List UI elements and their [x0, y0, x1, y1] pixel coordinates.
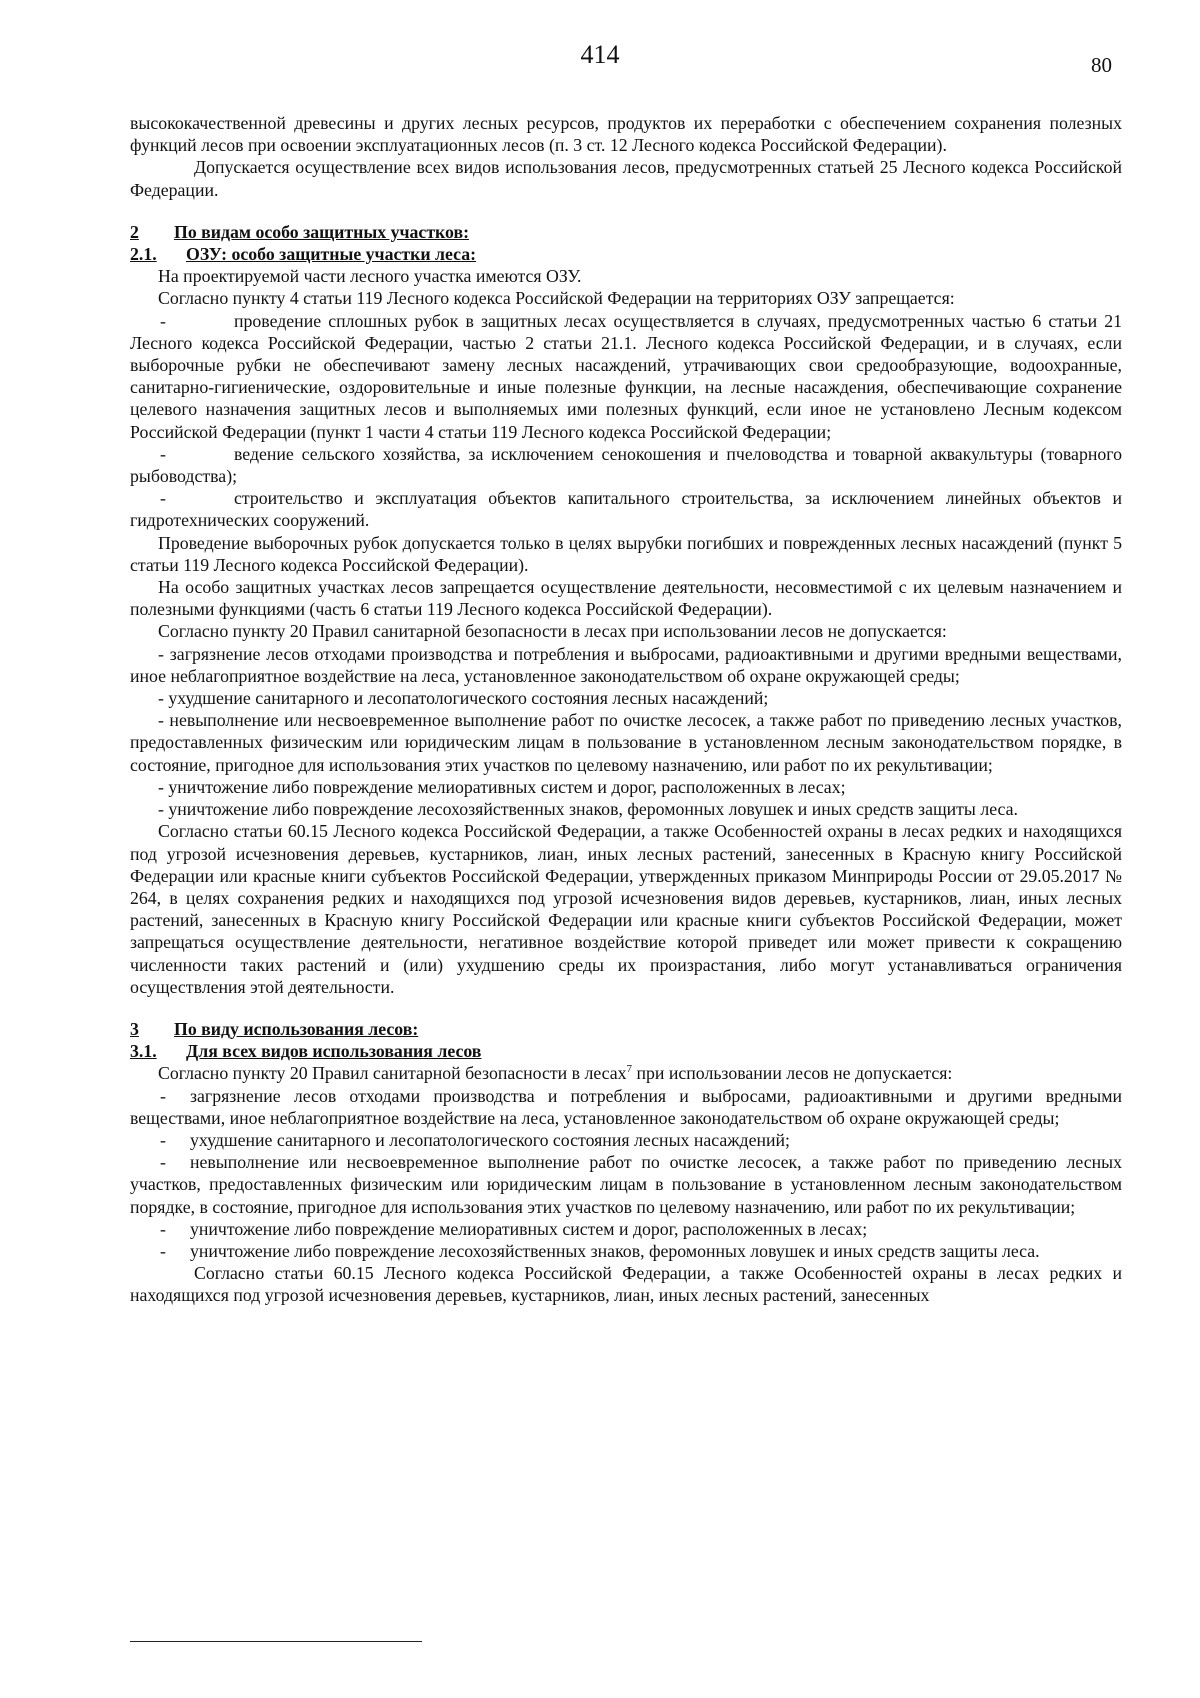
paragraph: На проектируемой части лесного участка имеются ОЗУ.	[158, 266, 582, 287]
list-item: - загрязнение лесов отходами производства и потребления и выбросами, радиоактивными и другими вредными веществами, иное неблагоприятное воздействие на леса, установленное законодательством об охране окружающей среды;	[130, 1085, 1122, 1128]
intro-paragraph-2: Допускается осуществление всех видов использования лесов, предусмотренных статьей 25 Лесного кодекса Российской Федерации.	[130, 157, 1122, 200]
paragraph: Согласно статьи 60.15 Лесного кодекса Российской Федерации, а также Особенностей охраны в лесах редких и находящихся под угрозой исчезновения деревьев, кустарников, лиан, иных лесных растений, занесенных	[130, 1263, 1122, 1306]
list-item: - проведение сплошных рубок в защитных лесах осуществляется в случаях, предусмотренных частью 6 статьи 21 Лесного кодекса Российской Федерации, частью 2 статьи 21.1. Лесного кодекса Российской Федерации, и в случаях, если выборочные рубки не обеспечивают замену лесных насаждений, утрачивающих свои средообразующие, водоохранные, санитарно-гигиенические, оздоровительные и иные полезные функции, на лесные насаждения, обеспечивающие сохранение целевого назначения защитных лесов и выполняемых ими полезных функций, если иное не установлено Лесным кодексом Российской Федерации (пункт 1 части 4 статьи 119 Лесного кодекса Российской Федерации;	[130, 310, 1122, 442]
document-body	[130, 112, 1122, 1307]
list-item: - невыполнение или несвоевременное выполнение работ по очистке лесосек, а также работ по приведению лесных участков, предоставленных физическим или юридическим лицам в пользование в установленном лесным законодательством порядке, в состояние, пригодное для использования этих участков по целевому назначению, или работ по их рекультивации;	[130, 1152, 1122, 1217]
list-item: - строительство и эксплуатация объектов капитального строительства, за исключением линейных объектов и гидротехнических сооружений.	[130, 488, 1122, 531]
paragraph: Согласно пункту 4 статьи 119 Лесного кодекса Российской Федерации на территориях ОЗУ запрещается:	[158, 288, 955, 309]
list-item: - невыполнение или несвоевременное выполнение работ по очистке лесосек, а также работ по приведению лесных участков, предоставленных физическим или юридическим лицам в пользование в установленном лесным законодательством порядке, в состояние, пригодное для использования этих участков по целевому назначению, или работ по их рекультивации;	[130, 710, 1122, 775]
list-item: - загрязнение лесов отходами производства и потребления и выбросами, радиоактивными и другими вредными веществами, иное неблагоприятное воздействие на леса, установленное законодательством об охране окружающей среды;	[130, 643, 1122, 686]
section-3-heading: 3 По виду использования лесов:	[130, 1018, 419, 1039]
section-3-1-heading: 3.1. Для всех видов использования лесов	[130, 1041, 482, 1062]
list-item: - уничтожение либо повреждение лесохозяйственных знаков, феромонных ловушек и иных средств защиты леса.	[158, 799, 1018, 820]
list-item: - уничтожение либо повреждение лесохозяйственных знаков, феромонных ловушек и иных средств защиты леса.	[160, 1240, 1040, 1261]
paragraph: Согласно статьи 60.15 Лесного кодекса Российской Федерации, а также Особенностей охраны в лесах редких и находящихся под угрозой исчезновения деревьев, кустарников, лиан, иных лесных растений, занесенных в Красную книгу Российской Федерации или красные книги субъектов Российской Федерации, утвержденных приказом Минприроды России от 29.05.2017 № 264, в целях сохранения редких и находящихся под угрозой исчезновения видов деревьев, кустарников, лиан, иных лесных растений, занесенных в Красную книгу Российской Федерации или красные книги субъектов Российской Федерации, может запрещаться осуществление деятельности, негативное воздействие которой приведет или может привести к сокращению численности таких растений и (или) ухудшению среды их произрастания, либо могут устанавливаться ограничения осуществления этой деятельности.	[130, 821, 1122, 997]
page-number-right: 80	[1091, 53, 1112, 77]
paragraph: На особо защитных участках лесов запрещается осуществление деятельности, несовместимой с их целевым назначением и полезными функциями (часть 6 статьи 119 Лесного кодекса Российской Федерации).	[130, 577, 1122, 620]
paragraph: Проведение выборочных рубок допускается только в целях вырубки погибших и поврежденных лесных насаждений (пункт 5 статьи 119 Лесного кодекса Российской Федерации).	[130, 532, 1122, 575]
list-item: - ведение сельского хозяйства, за исключением сенокошения и пчеловодства и товарной аквакультуры (товарного рыбоводства);	[130, 443, 1122, 487]
paragraph: Согласно пункту 20 Правил санитарной безопасности в лесах при использовании лесов не допускается:	[158, 621, 947, 642]
section-2-heading: 2 По видам особо защитных участков:	[130, 221, 470, 242]
list-item: - ухудшение санитарного и лесопатологического состояния лесных насаждений;	[160, 1129, 790, 1150]
list-item: - ухудшение санитарного и лесопатологического состояния лесных насаждений;	[158, 688, 769, 709]
footnote-separator	[130, 1641, 422, 1642]
paragraph: Согласно пункту 20 Правил санитарной безопасности в лесах$^7$ при использовании лесов не допускается:	[158, 1063, 953, 1084]
footnote-ref: 7	[626, 1063, 633, 1076]
section-2-1-heading: 2.1. ОЗУ: особо защитные участки леса:	[130, 244, 477, 265]
page-number-center: 414	[580, 40, 620, 69]
intro-paragraph: высококачественной древесины и других лесных ресурсов, продуктов их переработки с обеспечением сохранения полезных функций лесов при освоении эксплуатационных лесов (п. 3 ст. 12 Лесного кодекса Российской Федерации).	[130, 113, 1122, 156]
list-item: - уничтожение либо повреждение мелиоративных систем и дорог, расположенных в лесах;	[160, 1218, 868, 1239]
list-item: - уничтожение либо повреждение мелиоративных систем и дорог, расположенных в лесах;	[158, 776, 846, 797]
